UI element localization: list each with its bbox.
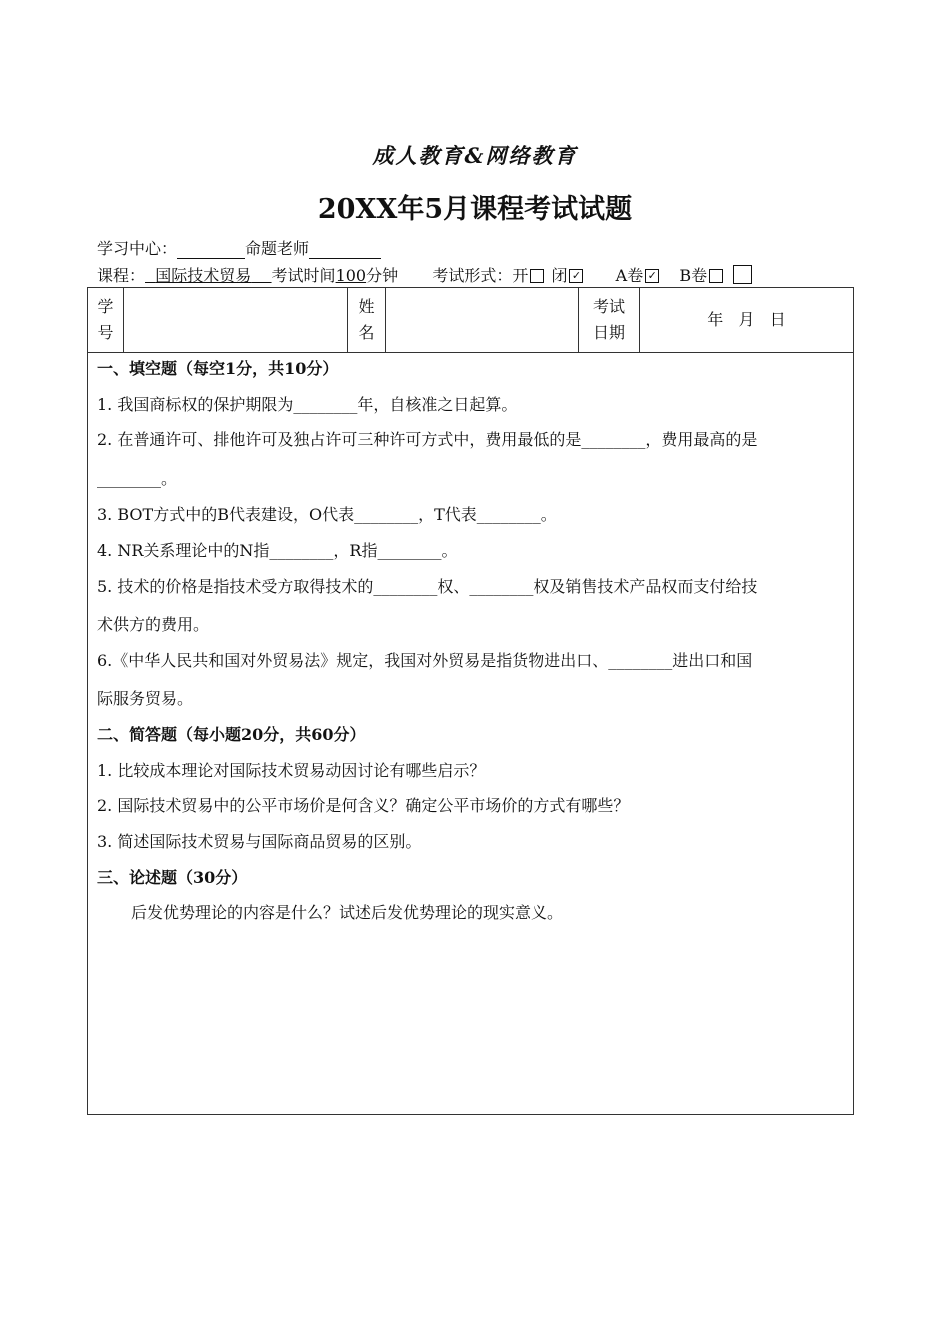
- question: 4. NR关系理论中的N指________，R指________。: [97, 541, 458, 560]
- center-label: 学习中心：: [97, 239, 178, 258]
- student-info-table: [87, 287, 854, 353]
- question: 1. 我国商标权的保护期限为________年，自核准之日起算。: [97, 395, 518, 414]
- paper-b-checkbox[interactable]: [709, 269, 723, 283]
- course-name: 国际技术贸易: [155, 266, 252, 285]
- open-label: 开: [512, 266, 529, 285]
- course-label: 课程：: [97, 266, 146, 285]
- section3-heading: 三、论述题（30分）: [97, 868, 248, 887]
- closed-label: 闭: [551, 266, 568, 285]
- question: ________。: [97, 469, 178, 488]
- paper-a-checkbox[interactable]: ✓: [645, 269, 659, 283]
- time-value: 100: [335, 266, 367, 285]
- question: 6.《中华人民共和国对外贸易法》规定，我国对外贸易是指货物进出口、________进出口和国: [97, 651, 753, 670]
- closed-checkbox[interactable]: ✓: [569, 269, 583, 283]
- question: 3. 简述国际技术贸易与国际商品贸易的区别。: [97, 832, 422, 851]
- exam-date-label: 考试 日期: [579, 288, 640, 353]
- student-no-field[interactable]: [124, 288, 348, 353]
- name-field[interactable]: [386, 288, 579, 353]
- paper-b-label: B卷: [679, 266, 708, 285]
- form-label: 考试形式：: [432, 266, 513, 285]
- question: 际服务贸易。: [97, 689, 194, 708]
- org-title: 成人教育&网络教育: [372, 143, 578, 168]
- teacher-label: 命题老师: [245, 239, 310, 258]
- exam-date-field[interactable]: 年 月 日: [640, 288, 854, 353]
- open-checkbox[interactable]: [530, 269, 544, 283]
- name-label: 姓 名: [348, 288, 386, 353]
- teacher-field[interactable]: [309, 240, 381, 259]
- student-no-label: 学 号: [88, 288, 124, 353]
- question: 5. 技术的价格是指技术受方取得技术的________权、________权及销售技术产品权而支付给技: [97, 577, 758, 596]
- question: 1. 比较成本理论对国际技术贸易动因讨论有哪些启示？: [97, 761, 486, 780]
- question: 后发优势理论的内容是什么？试述后发优势理论的现实意义。: [131, 903, 564, 922]
- meta-line-2: [97, 263, 752, 286]
- question: 2. 在普通许可、排他许可及独占许可三种许可方式中，费用最低的是________，费用最高的是: [97, 430, 758, 449]
- question: 3. BOT方式中的B代表建设，O代表________，T代表________。: [97, 505, 557, 524]
- time-unit: 分钟: [366, 266, 399, 285]
- question: 术供方的费用。: [97, 615, 210, 634]
- center-field[interactable]: [177, 240, 245, 259]
- paper-b-large-box[interactable]: [733, 265, 752, 284]
- time-label: 考试时间: [271, 266, 336, 285]
- exam-title: 20XX年5月课程考试试题: [317, 194, 633, 225]
- paper-a-label: A卷: [615, 266, 644, 285]
- question: 2. 国际技术贸易中的公平市场价是何含义？确定公平市场价的方式有哪些？: [97, 796, 630, 815]
- section2-heading: 二、简答题（每小题20分，共60分）: [97, 725, 366, 744]
- section1-heading: 一、填空题（每空1分，共10分）: [97, 359, 339, 378]
- meta-line-1: [97, 236, 381, 259]
